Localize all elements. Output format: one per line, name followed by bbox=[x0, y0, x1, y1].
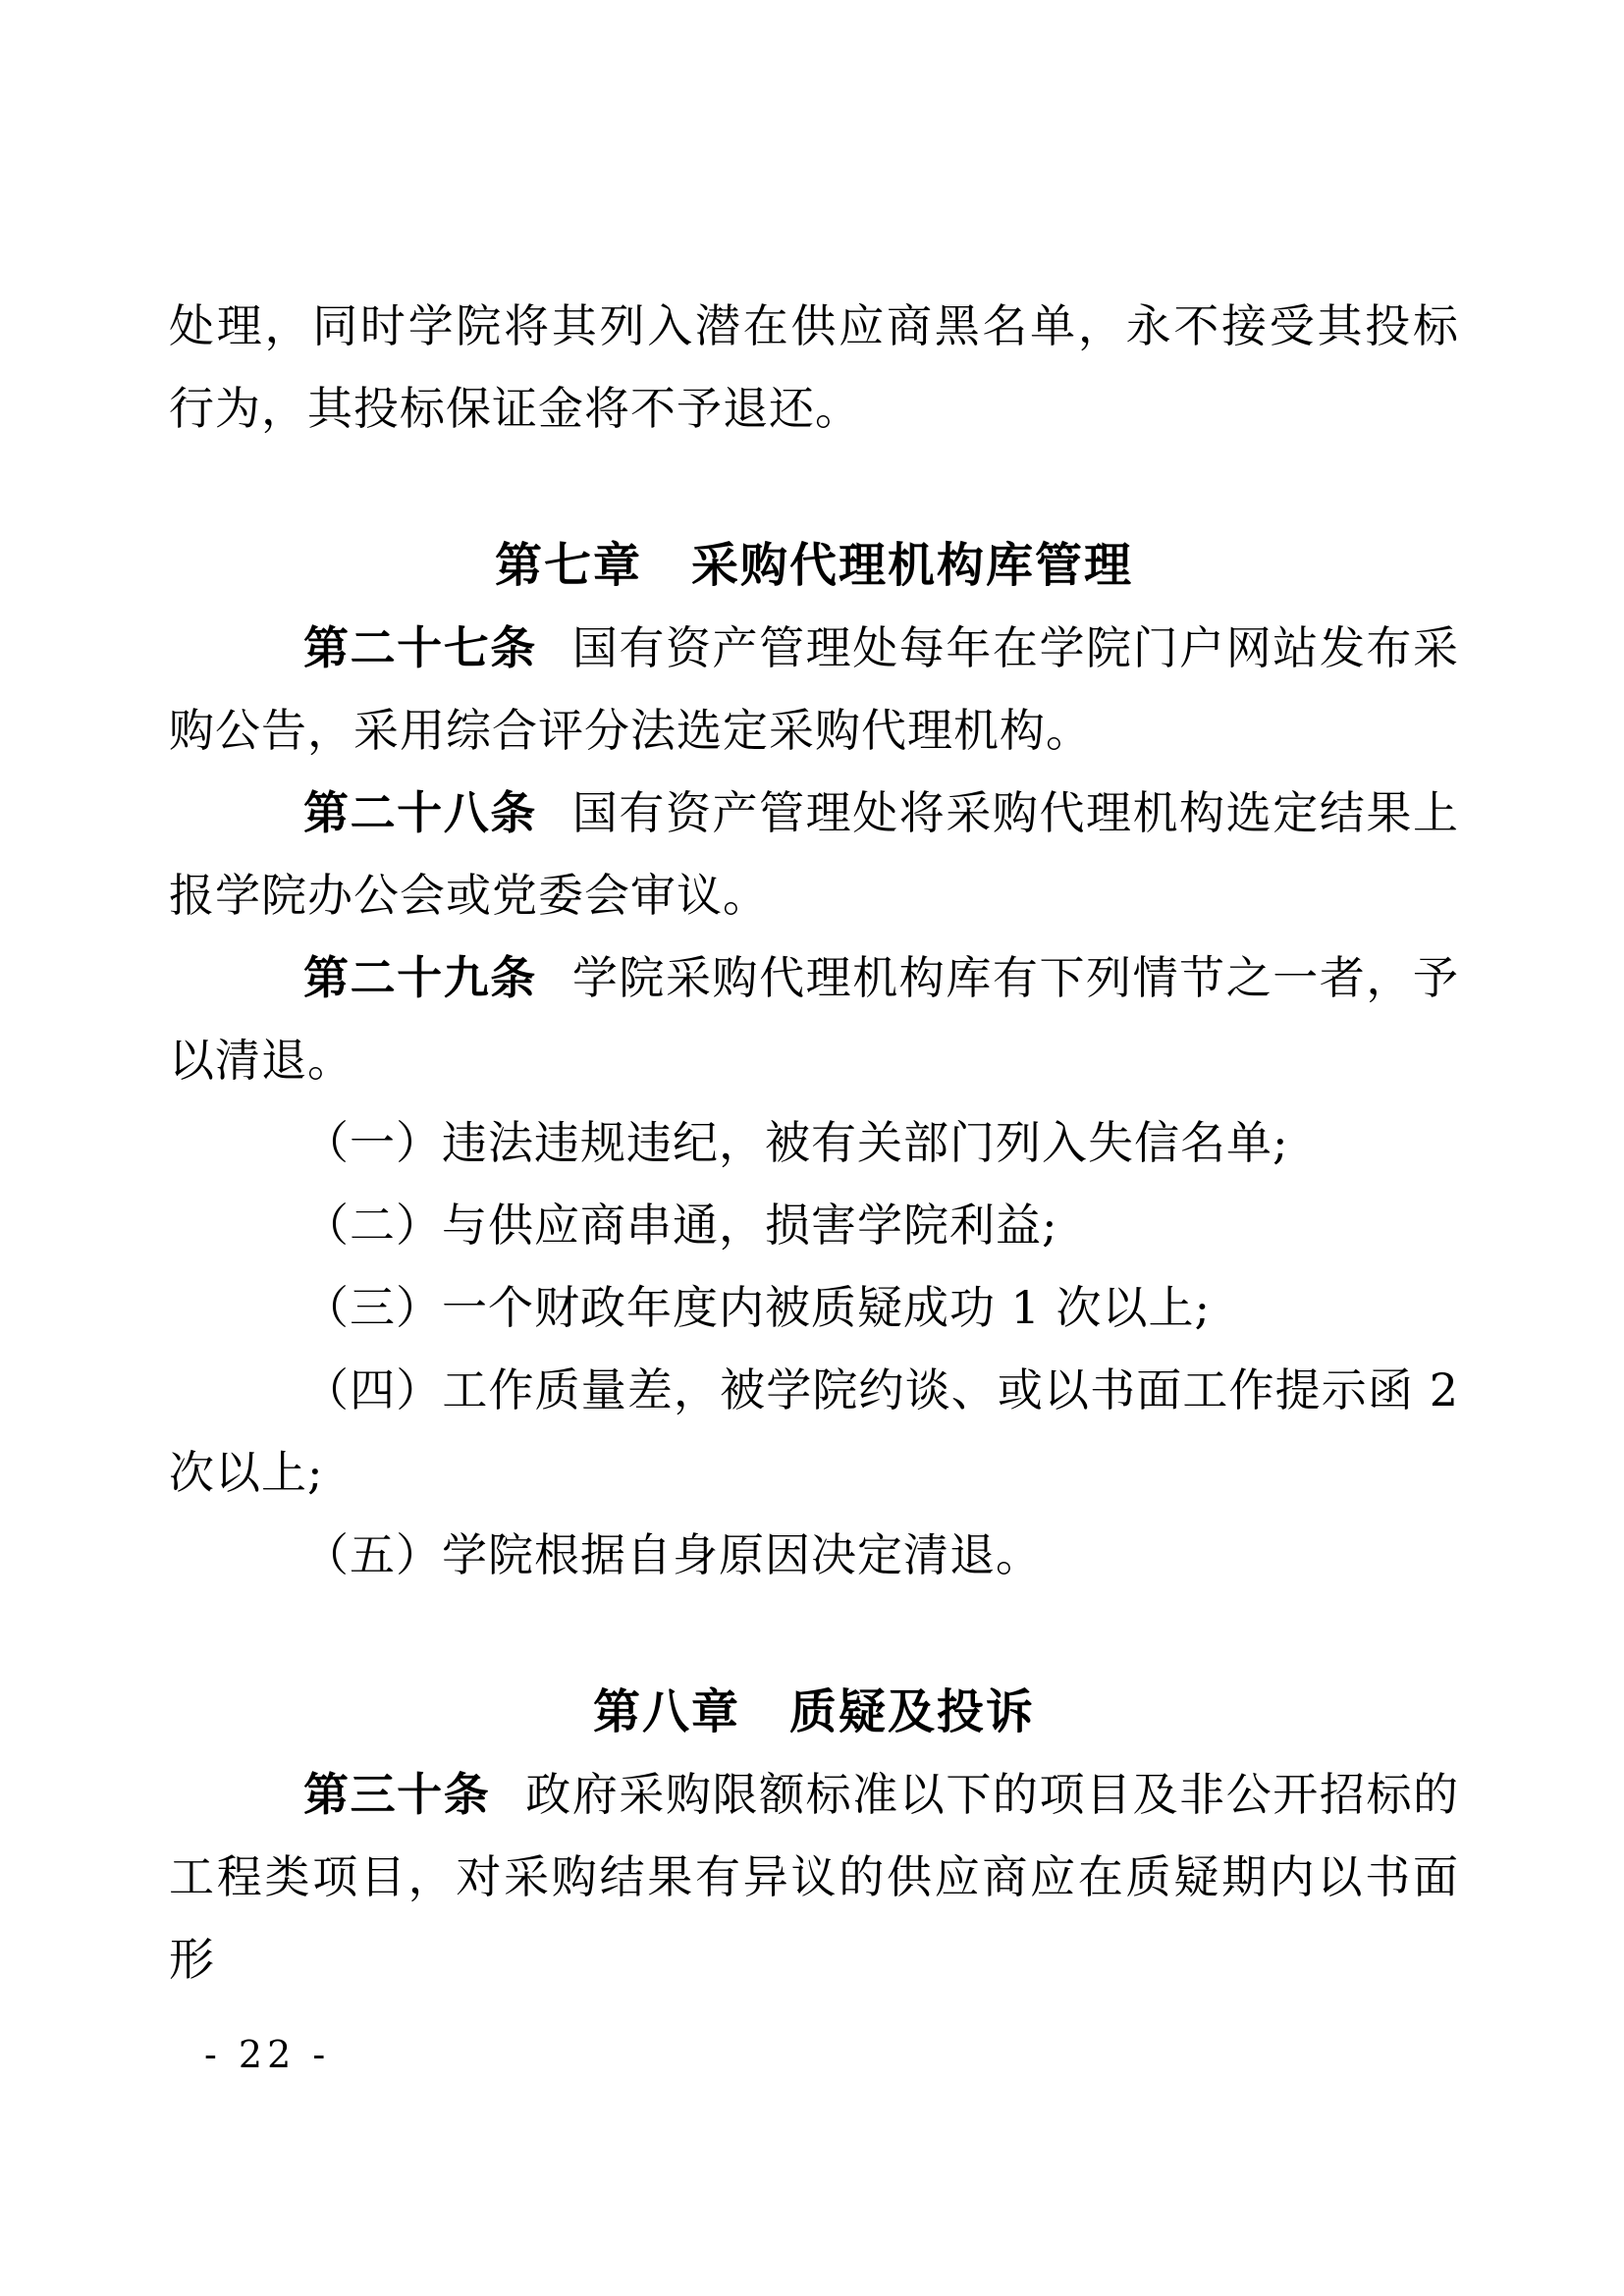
article-30-paragraph bbox=[169, 1753, 1459, 2001]
article-28-paragraph bbox=[169, 772, 1459, 936]
page-content bbox=[169, 285, 1459, 2001]
continuation-paragraph: 处理，同时学院将其列入潜在供应商黑名单，永不接受其投标行为，其投标保证金将不予退还。 bbox=[169, 299, 1459, 435]
chapter-7-heading: 第七章 采购代理机构库管理 bbox=[494, 538, 1133, 593]
article-30-label: 第三十条 bbox=[303, 1768, 491, 1821]
article-29-label: 第二十九条 bbox=[303, 951, 537, 1004]
article-27-label: 第二十七条 bbox=[303, 621, 537, 674]
clearance-item-4: （四）工作质量差，被学院约谈、或以书面工作提示函 2 次以上; bbox=[169, 1363, 1459, 1499]
clearance-item-1: （一）违法违规违纪，被有关部门列入失信名单; bbox=[303, 1116, 1289, 1169]
article-29-paragraph bbox=[169, 936, 1459, 1101]
article-27-paragraph bbox=[169, 607, 1459, 772]
clearance-item-2: （二）与供应商串通，损害学院利益; bbox=[303, 1199, 1058, 1252]
article-29-text: 学院采购代理机构库有下列情节之一者，予以清退。 bbox=[169, 951, 1460, 1087]
clearance-item-5: （五）学院根据自身原因决定清退。 bbox=[303, 1528, 1042, 1581]
chapter-8-heading: 第八章 质疑及投诉 bbox=[592, 1684, 1035, 1739]
page-number: - 22 - bbox=[204, 2033, 331, 2076]
article-27-text: 国有资产管理处每年在学院门户网站发布采购公告，采用综合评分法选定采购代理机构。 bbox=[169, 621, 1460, 757]
clearance-item-3: （三）一个财政年度内被质疑成功 1 次以上; bbox=[303, 1281, 1212, 1334]
article-30-text: 政府采购限额标准以下的项目及非公开招标的工程类项目，对采购结果有异议的供应商应在质疑期内以书面形 bbox=[169, 1768, 1460, 1986]
article-28-text: 国有资产管理处将采购代理机构选定结果上报学院办公会或党委会审议。 bbox=[169, 786, 1460, 922]
article-28-label: 第二十八条 bbox=[303, 786, 537, 839]
